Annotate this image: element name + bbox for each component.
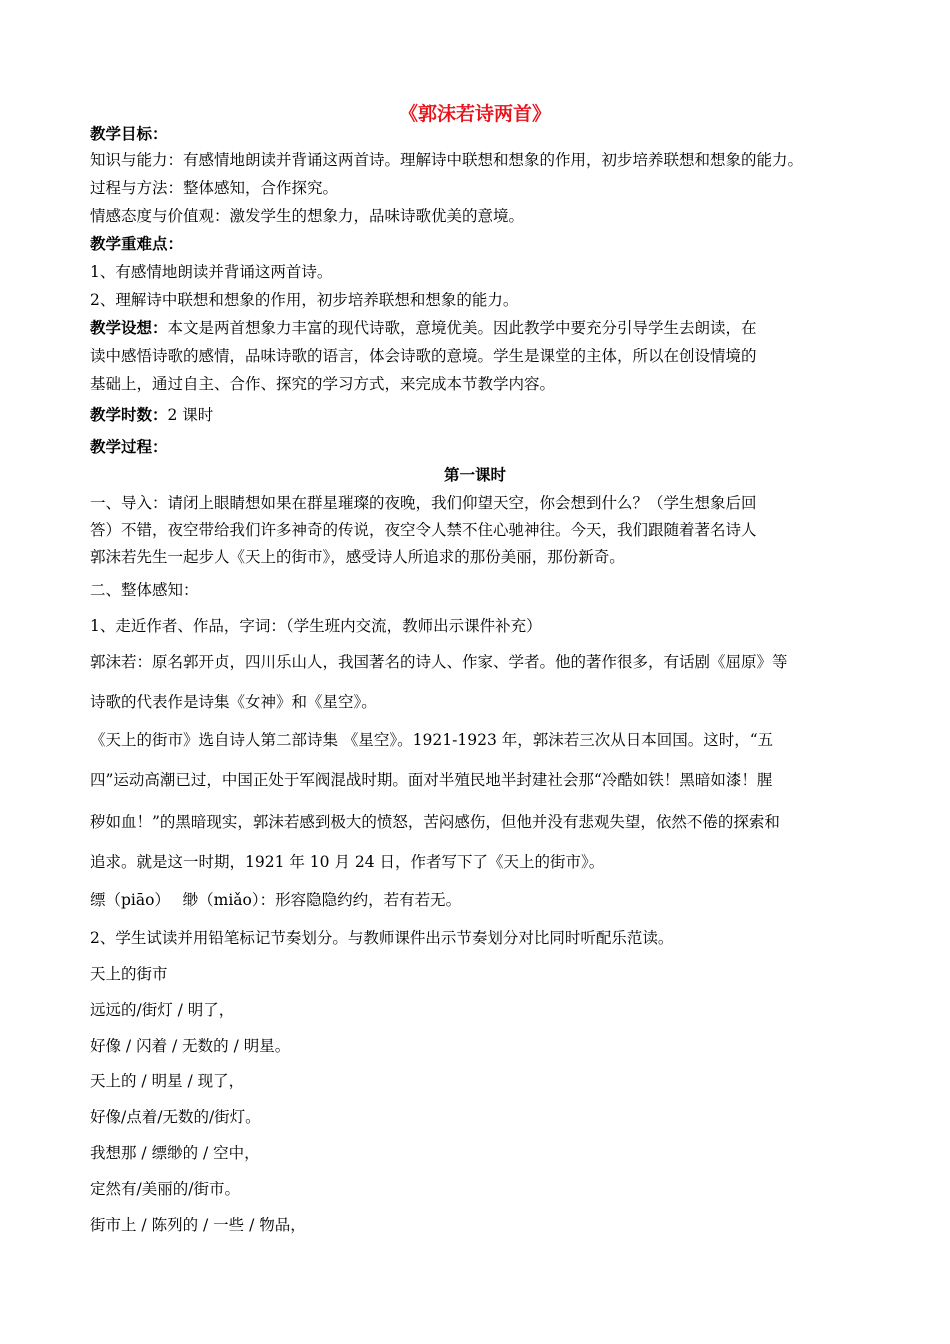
hours-heading: 教学时数：: [90, 405, 168, 424]
hours-line: [90, 405, 213, 425]
design-line-1: [90, 318, 757, 338]
goal-emotion: 情感态度与价值观：激发学生的想象力，品味诗歌优美的意境。: [90, 207, 525, 225]
background-line-3: 秽如血！”的黑暗现实，郭沫若感到极大的愤怒，苦闷感伤，但他并没有悲观失望，依然不倦的探索和: [90, 813, 780, 831]
step-1: 1、走近作者、作品，字词：（学生班内交流，教师出示课件补充）: [90, 617, 542, 635]
poem-line: 远远的/街灯 / 明了，: [90, 1001, 235, 1019]
poem-line: 天上的 / 明星 / 现了，: [90, 1072, 245, 1090]
background-line-1: 《天上的街市》选自诗人第二部诗集 《星空》。1921-1923 年，郭沫若三次从日本回国。这时，“五: [90, 731, 774, 749]
overall-heading: 二、整体感知：: [90, 581, 199, 599]
background-line-4: 追求。就是这一时期，1921 年 10 月 24 日，作者写下了《天上的街市》。: [90, 853, 605, 871]
poem-title: 天上的街市: [90, 965, 168, 983]
lesson-heading: 第一课时: [443, 465, 506, 484]
process-heading: 教学过程：: [90, 437, 168, 456]
poem-line: 好像/点着/无数的/街灯。: [90, 1108, 261, 1126]
intro-line-2: 答）不错，夜空带给我们许多神奇的传说，夜空令人禁不住心驰神往。今天，我们跟随着著名诗人: [90, 521, 757, 539]
design-line-3: 基础上，通过自主、合作、探究的学习方式，来完成本节教学内容。: [90, 375, 556, 393]
key-points-heading: 教学重难点：: [90, 234, 184, 253]
author-line-2: 诗歌的代表作是诗集《女神》和《星空》。: [90, 693, 377, 711]
poem-line: 我想那 / 缥缈的 / 空中，: [90, 1144, 260, 1162]
vocabulary-line: 缥（piāo） 缈（miǎo）：形容隐隐约约，若有若无。: [90, 891, 462, 909]
goal-knowledge: 知识与能力：有感情地朗读并背诵这两首诗。理解诗中联想和想象的作用，初步培养联想和想象的能力。: [90, 151, 804, 169]
goal-process: 过程与方法：整体感知，合作探究。: [90, 179, 339, 197]
intro-line-1: 一、导入：请闭上眼睛想如果在群星璀璨的夜晚，我们仰望天空，你会想到什么？（学生想象后回: [90, 494, 757, 512]
poem-line: 好像 / 闪着 / 无数的 / 明星。: [90, 1037, 291, 1055]
design-line-2: 读中感悟诗歌的感情，品味诗歌的语言，体会诗歌的意境。学生是课堂的主体，所以在创设情境的: [90, 347, 757, 365]
intro-line-3: 郭沫若先生一起步人《天上的街市》，感受诗人所追求的那份美丽，那份新奇。: [90, 548, 625, 566]
key-point-1: 1、有感情地朗读并背诵这两首诗。: [90, 263, 333, 281]
key-point-2: 2、理解诗中联想和想象的作用，初步培养联想和想象的能力。: [90, 291, 519, 309]
document-title: 《郭沫若诗两首》: [398, 103, 551, 125]
hours-value: 2 课时: [167, 406, 214, 424]
design-heading: 教学设想：: [90, 318, 168, 337]
design-text-1: 本文是两首想象力丰富的现代诗歌，意境优美。因此教学中要充分引导学生去朗读，在: [167, 319, 757, 337]
poem-line: 定然有/美丽的/街市。: [90, 1180, 240, 1198]
step-2: 2、学生试读并用铅笔标记节奏划分。与教师课件出示节奏划分对比同时听配乐范读。: [90, 929, 674, 947]
goals-heading: 教学目标：: [90, 124, 168, 143]
author-line-1: 郭沫若：原名郭开贞，四川乐山人，我国著名的诗人、作家、学者。他的著作很多，有话剧《屈原》等: [90, 653, 788, 671]
background-line-2: 四”运动高潮已过，中国正处于军阀混战时期。面对半殖民地半封建社会那“冷酷如铁！黑暗如漆！腥: [90, 771, 773, 789]
poem-line: 街市上 / 陈列的 / 一些 / 物品，: [90, 1216, 306, 1234]
